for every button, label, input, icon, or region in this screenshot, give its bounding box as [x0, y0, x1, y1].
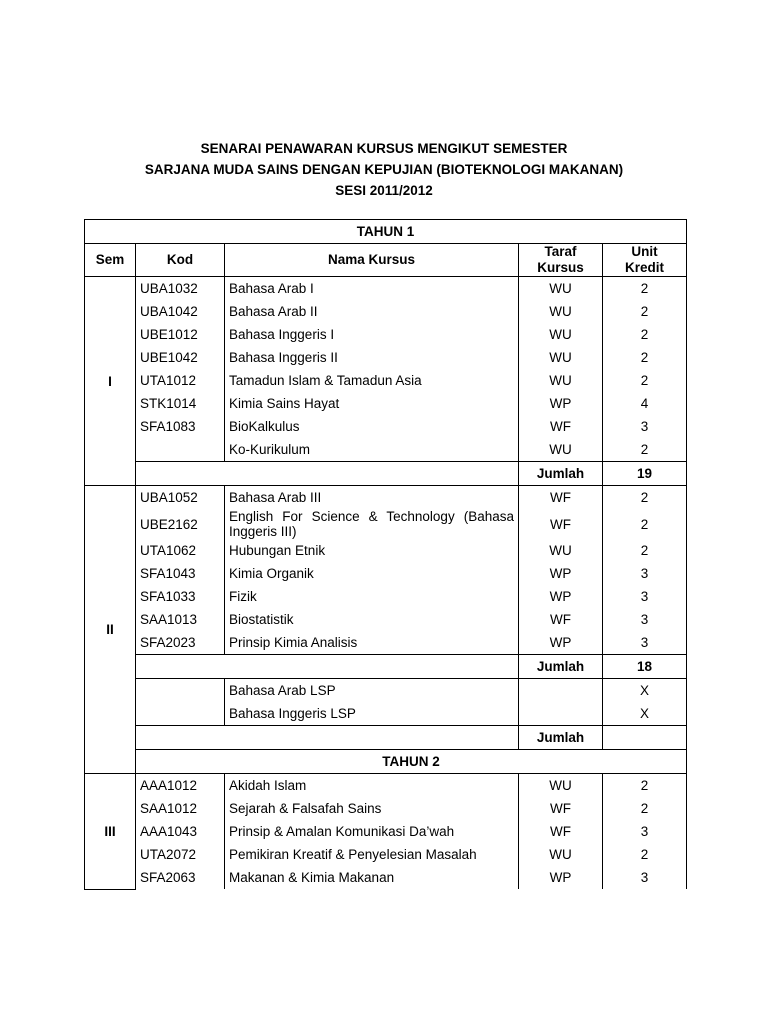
- course-code: UBA1032: [136, 277, 225, 301]
- course-status: WU: [519, 774, 603, 798]
- course-code: SFA2023: [136, 631, 225, 655]
- course-name: Bahasa Inggeris I: [225, 323, 519, 346]
- course-code: UBA1052: [136, 486, 225, 510]
- table-row: [85, 438, 687, 462]
- course-status: WU: [519, 277, 603, 301]
- course-credit: 2: [603, 486, 687, 510]
- course-credit: 2: [603, 774, 687, 798]
- table-row: [85, 300, 687, 323]
- course-status: WF: [519, 820, 603, 843]
- total-row: [85, 655, 687, 679]
- table-row: [85, 797, 687, 820]
- total-credit: 18: [603, 655, 687, 679]
- course-credit: 3: [603, 585, 687, 608]
- year-2-header-row: [85, 750, 687, 774]
- total-spacer: [136, 462, 519, 486]
- course-status: WP: [519, 392, 603, 415]
- table-row: [85, 415, 687, 438]
- total-spacer: [136, 726, 519, 750]
- course-credit: 2: [603, 438, 687, 462]
- course-code: SFA1033: [136, 585, 225, 608]
- col-header-taraf: Taraf Kursus: [519, 244, 603, 277]
- table-row: [85, 820, 687, 843]
- course-code: UBA1042: [136, 300, 225, 323]
- table-row: [85, 843, 687, 866]
- title-line-1: SENARAI PENAWARAN KURSUS MENGIKUT SEMESTER: [200, 141, 568, 156]
- course-status: WU: [519, 438, 603, 462]
- course-status: WU: [519, 346, 603, 369]
- course-name: Fizik: [225, 585, 519, 608]
- course-code: UBE1042: [136, 346, 225, 369]
- course-name: Bahasa Arab III: [225, 486, 519, 510]
- table-row: [85, 774, 687, 798]
- course-status: [519, 679, 603, 703]
- course-credit: 2: [603, 843, 687, 866]
- title-line-3: SESI 2011/2012: [335, 183, 433, 198]
- table-row: [85, 392, 687, 415]
- course-code: AAA1012: [136, 774, 225, 798]
- table-row: [85, 585, 687, 608]
- table-row: [85, 866, 687, 889]
- col-header-nama: Nama Kursus: [225, 244, 519, 277]
- course-name: Pemikiran Kreatif & Penyelesian Masalah: [225, 843, 519, 866]
- course-code: [136, 438, 225, 462]
- course-status: WF: [519, 797, 603, 820]
- course-name: BioKalkulus: [225, 415, 519, 438]
- course-status: WP: [519, 585, 603, 608]
- year-1-label: TAHUN 1: [85, 220, 687, 244]
- course-code: AAA1043: [136, 820, 225, 843]
- course-code: SFA2063: [136, 866, 225, 889]
- total-row: [85, 726, 687, 750]
- course-status: [519, 702, 603, 726]
- col-header-kod: Kod: [136, 244, 225, 277]
- semester-label: I: [85, 277, 136, 486]
- course-code: UBE1012: [136, 323, 225, 346]
- year-2-label: TAHUN 2: [136, 750, 687, 774]
- course-name: Bahasa Inggeris II: [225, 346, 519, 369]
- course-status: WP: [519, 562, 603, 585]
- course-name: Biostatistik: [225, 608, 519, 631]
- col-header-unit: Unit Kredit: [603, 244, 687, 277]
- course-credit: 3: [603, 415, 687, 438]
- course-status: WP: [519, 866, 603, 889]
- course-code: UTA1062: [136, 539, 225, 562]
- course-credit: X: [603, 702, 687, 726]
- course-credit: X: [603, 679, 687, 703]
- course-code: UTA2072: [136, 843, 225, 866]
- course-name: Ko-Kurikulum: [225, 438, 519, 462]
- total-label: Jumlah: [519, 655, 603, 679]
- table-row: [85, 509, 687, 539]
- semester-label: III: [85, 774, 136, 890]
- table-row: [85, 679, 687, 703]
- course-name: Akidah Islam: [225, 774, 519, 798]
- course-credit: 3: [603, 631, 687, 655]
- course-name: English For Science & Technology (Bahasa Inggeris III): [225, 509, 519, 539]
- course-code: [136, 679, 225, 703]
- course-credit: 3: [603, 866, 687, 889]
- course-code: UTA1012: [136, 369, 225, 392]
- document-title: [0, 138, 768, 201]
- course-credit: 3: [603, 820, 687, 843]
- table-row: [85, 486, 687, 510]
- course-credit: 2: [603, 277, 687, 301]
- course-name: Hubungan Etnik: [225, 539, 519, 562]
- course-credit: 2: [603, 369, 687, 392]
- course-code: [136, 702, 225, 726]
- course-code: STK1014: [136, 392, 225, 415]
- course-code: SFA1083: [136, 415, 225, 438]
- course-credit: 2: [603, 509, 687, 539]
- course-code: SAA1013: [136, 608, 225, 631]
- total-credit: 19: [603, 462, 687, 486]
- course-name: Bahasa Arab II: [225, 300, 519, 323]
- course-status: WU: [519, 843, 603, 866]
- course-code: UBE2162: [136, 509, 225, 539]
- course-name: Kimia Organik: [225, 562, 519, 585]
- table-row: [85, 346, 687, 369]
- course-status: WP: [519, 631, 603, 655]
- course-status: WU: [519, 323, 603, 346]
- course-code: SFA1043: [136, 562, 225, 585]
- course-credit: 2: [603, 323, 687, 346]
- course-table: [84, 219, 687, 890]
- course-credit: 3: [603, 608, 687, 631]
- course-status: WF: [519, 608, 603, 631]
- title-line-2: SARJANA MUDA SAINS DENGAN KEPUJIAN (BIOTEKNOLOGI MAKANAN): [144, 162, 624, 177]
- total-credit: [603, 726, 687, 750]
- table-row: [85, 277, 687, 301]
- course-credit: 2: [603, 346, 687, 369]
- course-name: Prinsip & Amalan Komunikasi Da’wah: [225, 820, 519, 843]
- page-cutoff: [84, 930, 688, 1030]
- course-credit: 2: [603, 797, 687, 820]
- course-status: WU: [519, 300, 603, 323]
- year-1-header-row: [85, 220, 687, 244]
- course-name: Bahasa Arab I: [225, 277, 519, 301]
- course-name: Prinsip Kimia Analisis: [225, 631, 519, 655]
- table-row: [85, 539, 687, 562]
- course-code: SAA1012: [136, 797, 225, 820]
- table-row: [85, 369, 687, 392]
- course-name: Bahasa Inggeris LSP: [225, 702, 519, 726]
- total-label: Jumlah: [519, 726, 603, 750]
- course-name: Tamadun Islam & Tamadun Asia: [225, 369, 519, 392]
- table-row: [85, 562, 687, 585]
- total-spacer: [136, 655, 519, 679]
- course-status: WF: [519, 415, 603, 438]
- course-credit: 2: [603, 539, 687, 562]
- course-credit: 4: [603, 392, 687, 415]
- table-row: [85, 323, 687, 346]
- course-status: WU: [519, 369, 603, 392]
- table-row: [85, 608, 687, 631]
- course-status: WU: [519, 539, 603, 562]
- course-status: WF: [519, 509, 603, 539]
- course-credit: 3: [603, 562, 687, 585]
- course-name: Sejarah & Falsafah Sains: [225, 797, 519, 820]
- table-row: [85, 631, 687, 655]
- course-credit: 2: [603, 300, 687, 323]
- course-name: Makanan & Kimia Makanan: [225, 866, 519, 889]
- table-row: [85, 702, 687, 726]
- column-header-row: [85, 244, 687, 277]
- course-name: Bahasa Arab LSP: [225, 679, 519, 703]
- course-status: WF: [519, 486, 603, 510]
- total-label: Jumlah: [519, 462, 603, 486]
- semester-label: II: [85, 486, 136, 774]
- total-row: [85, 462, 687, 486]
- course-name: Kimia Sains Hayat: [225, 392, 519, 415]
- col-header-sem: Sem: [85, 244, 136, 277]
